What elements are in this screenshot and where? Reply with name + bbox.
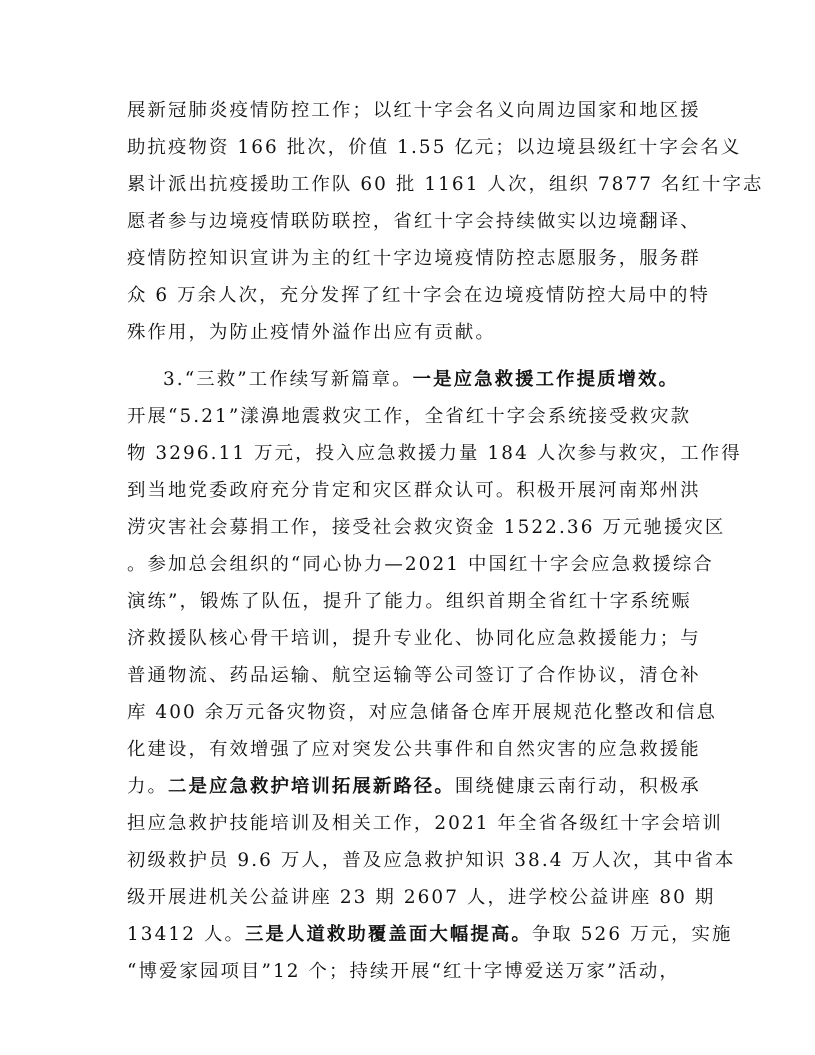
body-text-line: 担应急救护技能培训及相关工作，2021 年全省各级红十字会培训 (127, 813, 723, 834)
body-text-line: 化建设，有效增强了应对突发公共事件和自然灾害的应急救援能 (127, 739, 701, 760)
body-text-line: 济救援队核心骨干培训，提升专业化、协同化应急救援能力；与 (127, 628, 701, 649)
body-text-line: 初级救护员 9.6 万人，普及应急救护知识 38.4 万人次，其中省本 (127, 850, 736, 871)
bold-highlight: 一是应急救援工作提质增效。 (412, 369, 680, 390)
body-text-line: 累计派出抗疫援助工作队 60 批 1161 人次，组织 7877 名红十字志 (127, 174, 764, 195)
body-text-line: 愿者参与边境疫情联防联控，省红十字会持续做实以边境翻译、 (127, 211, 701, 232)
body-text-line-mixed (127, 774, 701, 800)
body-text-line: 殊作用，为防止疫情外溢作出应有贡献。 (127, 322, 496, 343)
body-text-line: 疫情防控知识宣讲为主的红十字边境疫情防控志愿服务，服务群 (127, 248, 701, 269)
body-text-line: 助抗疫物资 166 批次，价值 1.55 亿元；以边境县级红十字会名义 (127, 137, 742, 158)
text-segment: 力。 (127, 776, 168, 797)
body-text-line: 库 400 余万元备灾物资，对应急储备仓库开展规范化整改和信息 (127, 702, 718, 723)
section-number-title: 3.“三救”工作续写新篇章。 (163, 369, 413, 390)
body-text-line: 到当地党委政府充分肯定和灾区群众认可。积极开展河南郑州洪 (127, 480, 701, 501)
body-text-line: 级开展进机关公益讲座 23 期 2607 人，进学校公益讲座 80 期 (127, 887, 716, 908)
body-text-line: 众 6 万余人次，充分发挥了红十字会在边境疫情防控大局中的特 (127, 285, 710, 306)
text-segment: 围绕健康云南行动，积极承 (454, 776, 701, 797)
body-text-line: 涝灾害社会募捐工作，接受社会救灾资金 1522.36 万元驰援灾区 (127, 517, 726, 538)
body-text-line-mixed (127, 922, 733, 948)
text-segment: 争取 526 万元，实施 (531, 924, 733, 945)
body-text-line: 演练”，锻炼了队伍，提升了能力。组织首期全省红十字系统赈 (127, 591, 692, 612)
body-text-line: 普通物流、药品运输、航空运输等公司签订了合作协议，清仓补 (127, 665, 701, 686)
text-segment: 13412 人。 (127, 924, 245, 945)
bold-highlight: 三是人道救助覆盖面大幅提高。 (244, 924, 532, 945)
body-text-line: 展新冠肺炎疫情防控工作；以红十字会名义向周边国家和地区援 (127, 100, 701, 121)
bold-highlight: 二是应急救护培训拓展新路径。 (167, 776, 455, 797)
body-text-line: 。参加总会组织的“同心协力—2021 中国红十字会应急救援综合 (127, 554, 714, 575)
body-text-line: “博爱家园项目”12 个；持续开展“红十字博爱送万家”活动， (127, 961, 680, 982)
body-text-line: 物 3296.11 万元，投入应急救援力量 184 人次参与救灾，工作得 (127, 443, 742, 464)
paragraph-heading-line (163, 367, 679, 393)
body-text-line: 开展“5.21”漾濞地震救灾工作，全省红十字会系统接受救灾款 (127, 406, 692, 427)
